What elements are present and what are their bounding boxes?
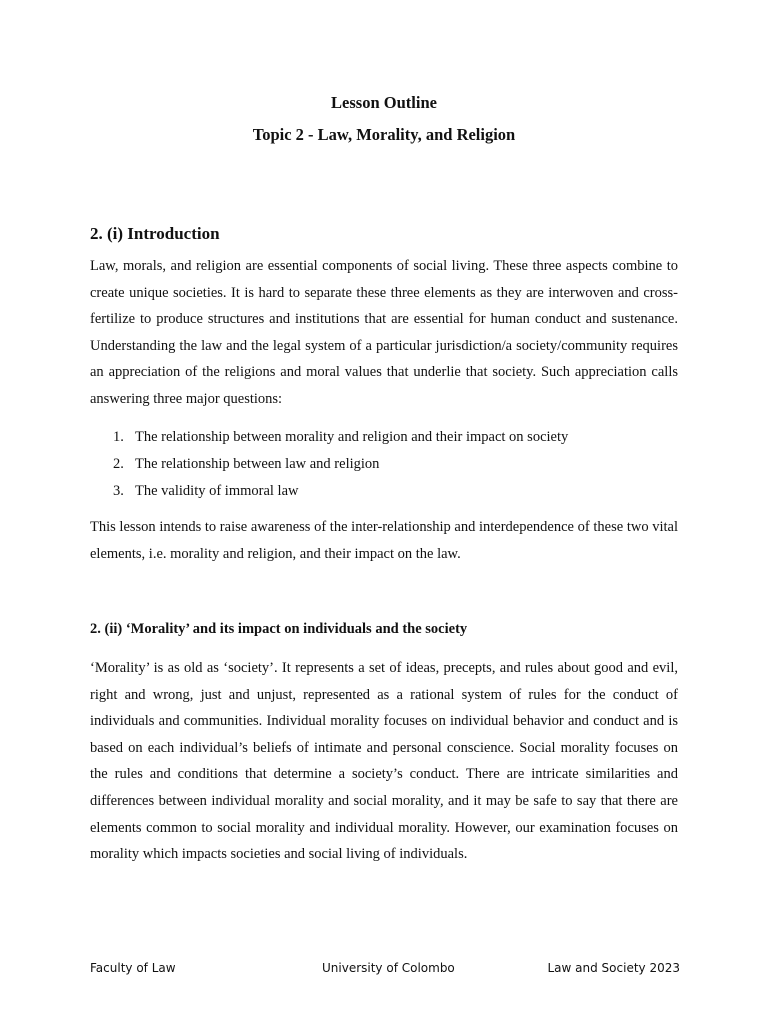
list-item xyxy=(90,478,680,505)
section-intro-heading: 2. (i) Introduction xyxy=(90,224,220,243)
section-ii-heading: 2. (ii) ‘Morality’ and its impact on individuals and the society xyxy=(90,621,468,637)
footer-university: University of Colombo xyxy=(322,961,455,975)
list-item-text: The relationship between morality and religion and their impact on society xyxy=(135,429,569,445)
page-title: Lesson Outline xyxy=(331,93,437,112)
list-item xyxy=(90,424,680,451)
list-item-number: 2. xyxy=(113,455,124,472)
questions-list xyxy=(90,424,680,504)
list-item-number: 1. xyxy=(113,429,124,445)
intro-paragraph: Law, morals, and religion are essential components of social living. These three aspects combine to create unique societies. It is hard to separate these three elements as they are interwoven and cross-fertilize to produce structures and institutions that are essential for human conduct and sustenance. Understanding the law and the legal system of a particular jurisdiction/a society/community requires an appreciation of the religions and moral values that underlie that society. Such appreciation calls answering three major questions: xyxy=(90,258,678,407)
morality-paragraph: ‘Morality’ is as old as ‘society’. It represents a set of ideas, precepts, and rules about good and evil, right and wrong, just and unjust, represented as a rational system of rules for the conduct of individuals and communities. Individual morality focuses on individual behavior and conduct and is based on each individual’s beliefs of intimate and personal conscience. Social morality focuses on the rules and conditions that determine a society’s conduct. There are intricate similarities and differences between individual morality and social morality, and it may be safe to say that there are elements common to social morality and individual morality. However, our examination focuses on morality which impacts societies and social living of individuals. xyxy=(90,660,678,863)
intro-closing-paragraph: This lesson intends to raise awareness of the inter-relationship and interdependence of these two vital elements, i.e. morality and religion, and their impact on the law. xyxy=(90,519,678,562)
page-footer xyxy=(90,958,680,978)
list-item xyxy=(90,451,680,478)
footer-faculty: Faculty of Law xyxy=(90,961,176,975)
footer-course: Law and Society 2023 xyxy=(547,961,680,975)
list-item-text: The relationship between law and religion xyxy=(135,455,380,472)
page-subtitle: Topic 2 - Law, Morality, and Religion xyxy=(252,125,516,144)
list-item-number: 3. xyxy=(113,482,124,499)
list-item-text: The validity of immoral law xyxy=(135,482,299,499)
